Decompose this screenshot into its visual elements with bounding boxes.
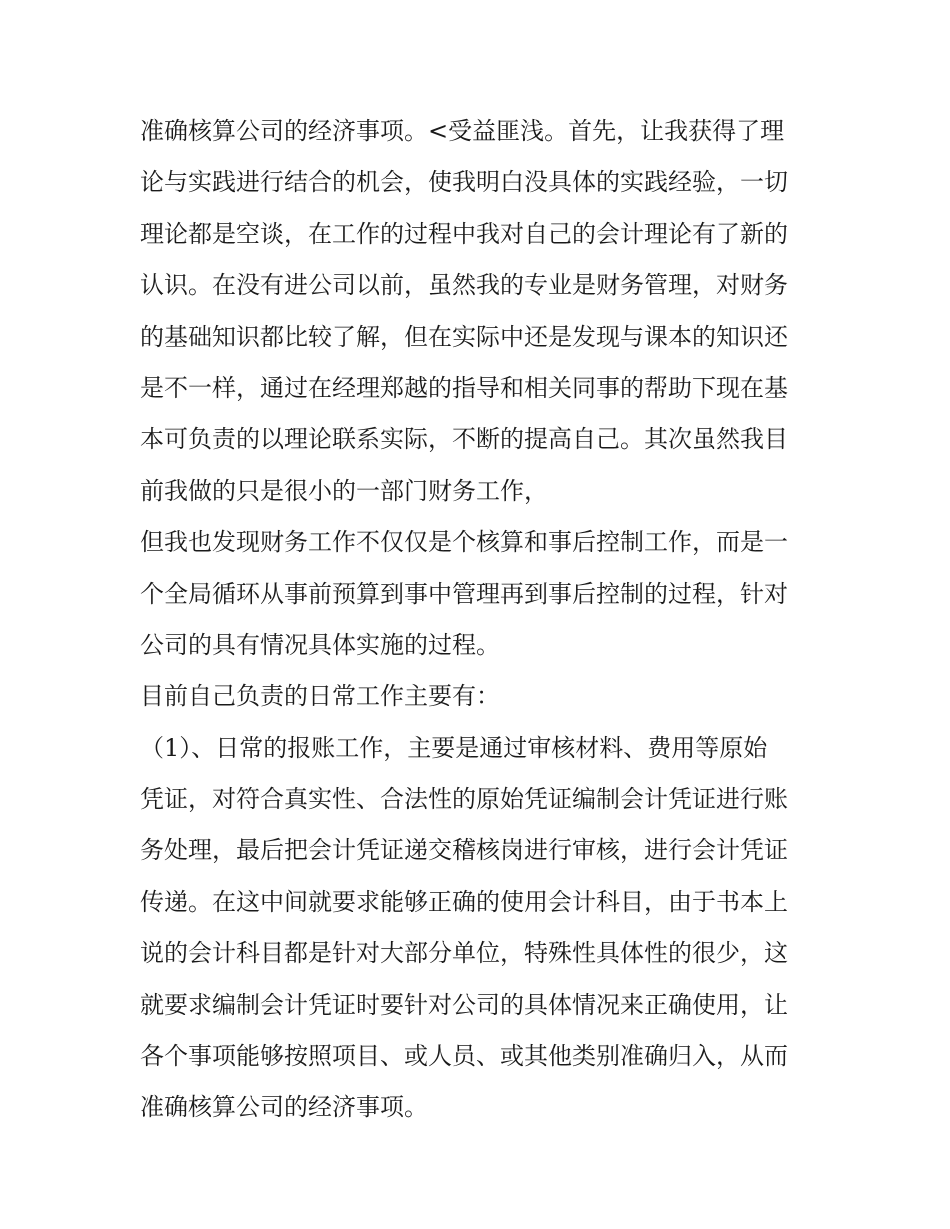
text-line-6: 是不一样，通过在经理郑越的指导和相关同事的帮助下现在基 <box>140 373 788 402</box>
text-line-15: 务处理，最后把会计凭证递交稽核岗进行审核，进行会计凭证 <box>140 836 788 865</box>
text-line-9: 但我也发现财务工作不仅仅是个核算和事后控制工作，而是一 <box>140 528 788 557</box>
text-line-16: 传递。在这中间就要求能够正确的使用会计科目，由于书本上 <box>140 887 788 916</box>
text-line-20: 准确核算公司的经济事项。 <box>140 1093 428 1122</box>
text-line-2: 论与实践进行结合的机会，使我明白没具体的实践经验，一切 <box>140 168 788 197</box>
text-line-1: 准确核算公司的经济事项。<受益匪浅。首先，让我获得了理 <box>140 117 785 145</box>
text-line-14: 凭证，对符合真实性、合法性的原始凭证编制会计凭证进行账 <box>140 785 788 814</box>
text-line-11: 公司的具有情况具体实施的过程。 <box>140 630 500 659</box>
text-line-12: 目前自己负责的日常工作主要有： <box>140 682 500 711</box>
text-line-19: 各个事项能够按照项目、或人员、或其他类别准确归入，从而 <box>140 1042 788 1071</box>
text-line-4: 认识。在没有进公司以前，虽然我的专业是财务管理，对财务 <box>140 271 788 300</box>
text-line-13: （1）、日常的报账工作，主要是通过审核材料、费用等原始 <box>140 733 768 762</box>
text-line-18: 就要求编制会计凭证时要针对公司的具体情况来正确使用，让 <box>140 990 788 1019</box>
text-line-17: 说的会计科目都是针对大部分单位，特殊性具体性的很少，这 <box>140 939 788 968</box>
text-line-10: 个全局循环从事前预算到事中管理再到事后控制的过程，针对 <box>140 579 788 608</box>
text-line-7: 本可负责的以理论联系实际，不断的提高自己。其次虽然我目 <box>140 425 788 454</box>
text-line-3: 理论都是空谈，在工作的过程中我对自己的会计理论有了新的 <box>140 219 788 248</box>
text-line-5: 的基础知识都比较了解，但在实际中还是发现与课本的知识还 <box>140 322 788 351</box>
body-text <box>140 106 820 1134</box>
text-line-8: 前我做的只是很小的一部门财务工作， <box>140 476 548 505</box>
